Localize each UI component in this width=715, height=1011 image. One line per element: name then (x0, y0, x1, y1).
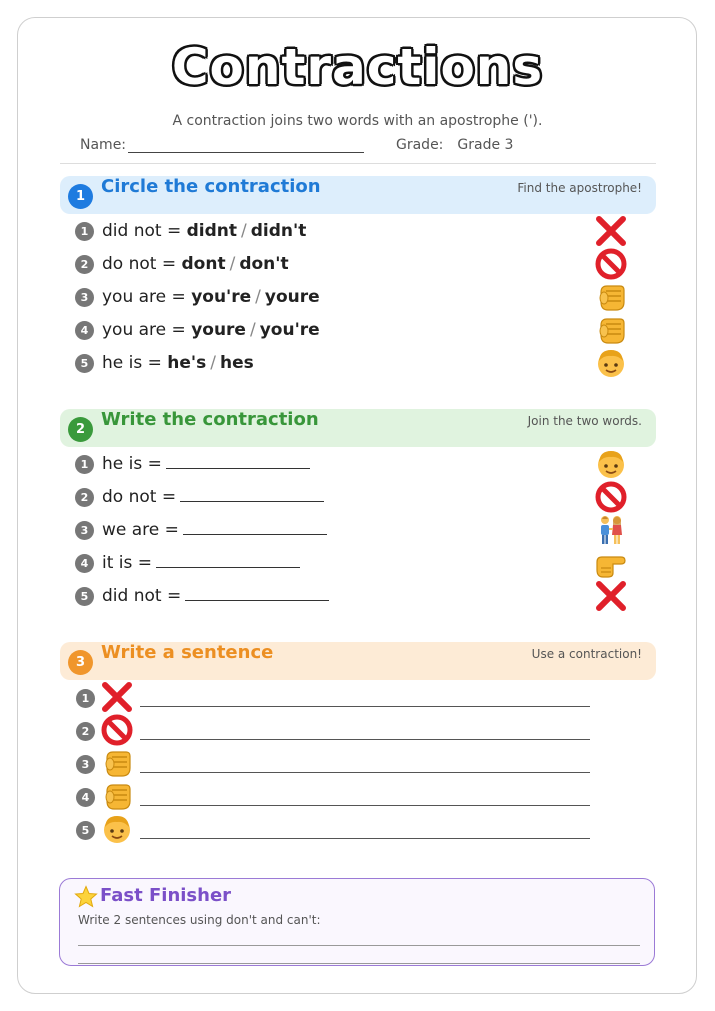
option-choice[interactable]: dont (181, 254, 226, 274)
item-number: 1 (76, 689, 95, 708)
name-label: Name: (80, 137, 127, 153)
boy-face-icon (594, 346, 628, 380)
page-title: Contractions (171, 38, 544, 96)
option-choice[interactable]: he's (167, 353, 207, 373)
item-prompt: it is = (102, 553, 153, 573)
fast-finisher-instruction: Write 2 sentences using don't and can't: (78, 913, 321, 927)
prohibited-icon (594, 480, 628, 514)
header-divider (60, 163, 656, 164)
list-item (75, 454, 310, 480)
page-subtitle: A contraction joins two words with an apostrophe ('). (172, 113, 543, 129)
cross-mark-icon (100, 680, 134, 714)
item-number: 1 (75, 455, 94, 474)
section-1-header (60, 176, 656, 214)
item-prompt: did not = (102, 586, 182, 606)
section-title: Write the contraction (101, 409, 319, 430)
item-prompt: do not = (102, 487, 177, 507)
cross-mark-icon (594, 579, 628, 613)
grade-label: Grade: (396, 137, 444, 153)
list-item (75, 520, 327, 546)
name-line[interactable] (128, 138, 364, 153)
sentence-line[interactable] (140, 706, 590, 707)
fast-finisher-title: Fast Finisher (100, 885, 232, 906)
prohibited-icon (100, 713, 134, 747)
item-prompt: he is = (102, 353, 162, 373)
sentence-line[interactable] (140, 772, 590, 773)
option-choice[interactable]: didnt (186, 221, 238, 241)
pointing-at-viewer-icon (594, 280, 628, 314)
section-3-header (60, 642, 656, 680)
boy-face-icon (594, 447, 628, 481)
section-hint: Join the two words. (527, 414, 642, 428)
item-number: 4 (75, 554, 94, 573)
item-number: 3 (76, 755, 95, 774)
item-number: 2 (76, 722, 95, 741)
list-item (75, 553, 300, 579)
item-number: 4 (75, 321, 94, 340)
item-prompt: do not = (102, 254, 177, 274)
star-icon (74, 885, 98, 909)
list-item (75, 320, 320, 346)
item-number: 5 (75, 587, 94, 606)
item-number: 3 (75, 288, 94, 307)
item-prompt: he is = (102, 454, 162, 474)
section-number-badge: 1 (68, 184, 93, 209)
list-item (75, 586, 329, 612)
option-choice[interactable]: hes (219, 353, 254, 373)
item-prompt: you are = (102, 320, 186, 340)
grade-value: Grade 3 (457, 137, 514, 153)
option-separator: / (229, 254, 236, 274)
item-prompt: we are = (102, 520, 179, 540)
answer-blank[interactable] (183, 520, 327, 535)
answer-blank[interactable] (180, 487, 324, 502)
section-hint: Find the apostrophe! (517, 181, 642, 195)
option-separator: / (249, 320, 256, 340)
boy-face-icon (100, 812, 134, 846)
item-number: 5 (76, 821, 95, 840)
list-item (75, 221, 306, 247)
list-item (75, 487, 324, 513)
item-number: 3 (75, 521, 94, 540)
item-number: 2 (75, 488, 94, 507)
fast-finisher-box (59, 878, 655, 966)
option-separator: / (255, 287, 261, 307)
option-choice[interactable]: don't (239, 254, 289, 274)
section-title: Write a sentence (101, 642, 274, 663)
option-choice[interactable]: youre (264, 287, 320, 307)
pointing-at-viewer-icon (100, 746, 134, 780)
item-number: 2 (75, 255, 94, 274)
sentence-line[interactable] (140, 838, 590, 839)
option-choice[interactable]: you're (259, 320, 320, 340)
section-2-header (60, 409, 656, 447)
option-choice[interactable]: didn't (250, 221, 307, 241)
grade-field (396, 137, 513, 153)
item-number: 5 (75, 354, 94, 373)
name-field[interactable] (80, 137, 364, 153)
sentence-line[interactable] (140, 739, 590, 740)
prohibited-icon (594, 247, 628, 281)
section-number-badge: 3 (68, 650, 93, 675)
answer-blank[interactable] (156, 553, 300, 568)
item-prompt: you are = (102, 287, 186, 307)
couple-holding-hands-icon (594, 513, 628, 547)
sentence-line[interactable] (78, 945, 640, 946)
sentence-line[interactable] (140, 805, 590, 806)
list-item (75, 254, 289, 280)
section-number-badge: 2 (68, 417, 93, 442)
answer-blank[interactable] (185, 586, 329, 601)
answer-blank[interactable] (166, 454, 310, 469)
sentence-line[interactable] (78, 963, 640, 964)
item-number: 4 (76, 788, 95, 807)
option-choice[interactable]: you're (191, 287, 252, 307)
section-title: Circle the contraction (101, 176, 321, 197)
option-separator: / (210, 353, 216, 373)
cross-mark-icon (594, 214, 628, 248)
list-item (75, 353, 254, 379)
pointing-at-viewer-icon (594, 313, 628, 347)
section-hint: Use a contraction! (531, 647, 642, 661)
pointing-at-viewer-icon (100, 779, 134, 813)
item-prompt: did not = (102, 221, 182, 241)
option-choice[interactable]: youre (191, 320, 246, 340)
item-number: 1 (75, 222, 94, 241)
list-item (75, 287, 320, 313)
option-separator: / (241, 221, 247, 241)
pointing-right-hand-icon (594, 546, 628, 580)
